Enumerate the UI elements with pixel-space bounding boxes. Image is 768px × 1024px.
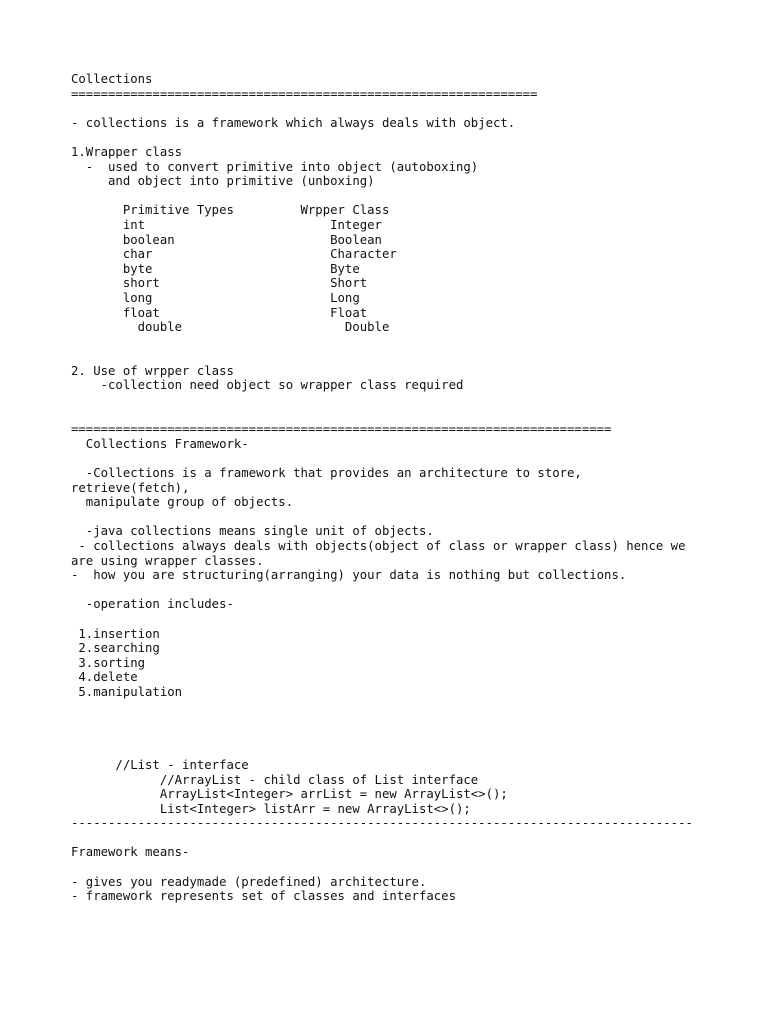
text-line [71, 349, 761, 364]
text-line [71, 130, 761, 145]
text-line: Framework means- [71, 845, 190, 860]
text-line: - gives you readymade (predefined) architecture. [71, 874, 427, 889]
text-line: - collections is a framework which always deals with object. [71, 115, 516, 130]
text-line: 1.Wrapper class [71, 144, 183, 159]
text-line: -java collections means single unit of objects. [71, 524, 434, 539]
text-line [71, 612, 761, 627]
text-line: float Float [71, 305, 368, 320]
text-line [71, 335, 761, 350]
text-line: are using wrapper classes. [71, 553, 264, 568]
text-line: retrieve(fetch), [71, 480, 190, 495]
text-line: Primitive Types Wrpper Class [71, 203, 390, 218]
text-line [71, 743, 761, 758]
text-line: double Double [71, 320, 390, 335]
text-line [71, 393, 761, 408]
text-line [71, 700, 761, 715]
document-body [71, 72, 761, 904]
text-line: - collections always deals with objects(object of class or wrapper class) hence we [71, 539, 686, 553]
text-line [71, 860, 761, 875]
text-line [71, 451, 761, 466]
text-line: -operation includes- [71, 597, 234, 612]
text-line: short Short [71, 276, 368, 291]
text-line [71, 583, 761, 598]
text-line: 2.searching [71, 641, 160, 656]
text-line: 1.insertion [71, 626, 160, 641]
text-line: char Character [71, 247, 397, 262]
text-line: //ArrayList - child class of List interface [71, 772, 479, 787]
text-line: - used to convert primitive into object (autoboxing) [71, 159, 479, 174]
text-line: manipulate group of objects. [71, 495, 294, 510]
text-line: byte Byte [71, 261, 360, 276]
text-line: Collections Framework- [71, 436, 249, 451]
text-line [71, 714, 761, 729]
text-line: ArrayList<Integer> arrList = new ArrayList<>(); [71, 787, 508, 802]
text-line [71, 729, 761, 744]
text-line: - how you are structuring(arranging) your data is nothing but collections. [71, 568, 627, 583]
text-line: =============================================================== [71, 86, 538, 101]
text-line: 2. Use of wrpper class [71, 363, 234, 378]
text-line: - framework represents set of classes and interfaces [71, 889, 456, 904]
text-line: List<Integer> listArr = new ArrayList<>(); [71, 801, 471, 816]
text-line: int Integer [71, 217, 382, 232]
text-line [71, 189, 761, 204]
text-line: and object into primitive (unboxing) [71, 174, 375, 189]
text-line: ------------------------------------------------------------------------------------ [71, 816, 693, 831]
text-line: boolean Boolean [71, 232, 382, 247]
text-line: //List - interface [71, 757, 249, 772]
text-line: 4.delete [71, 670, 138, 685]
text-line: 3.sorting [71, 655, 146, 670]
text-line [71, 510, 761, 525]
text-line: -Collections is a framework that provides an architecture to store, [71, 466, 582, 481]
text-line: Collections [71, 72, 153, 86]
text-line: -collection need object so wrapper class required [71, 378, 464, 393]
text-line [71, 101, 761, 116]
text-line: ========================================================================= [71, 422, 612, 437]
text-line [71, 831, 761, 846]
text-line [71, 408, 761, 423]
text-line: 5.manipulation [71, 684, 183, 699]
text-line: long Long [71, 290, 360, 305]
